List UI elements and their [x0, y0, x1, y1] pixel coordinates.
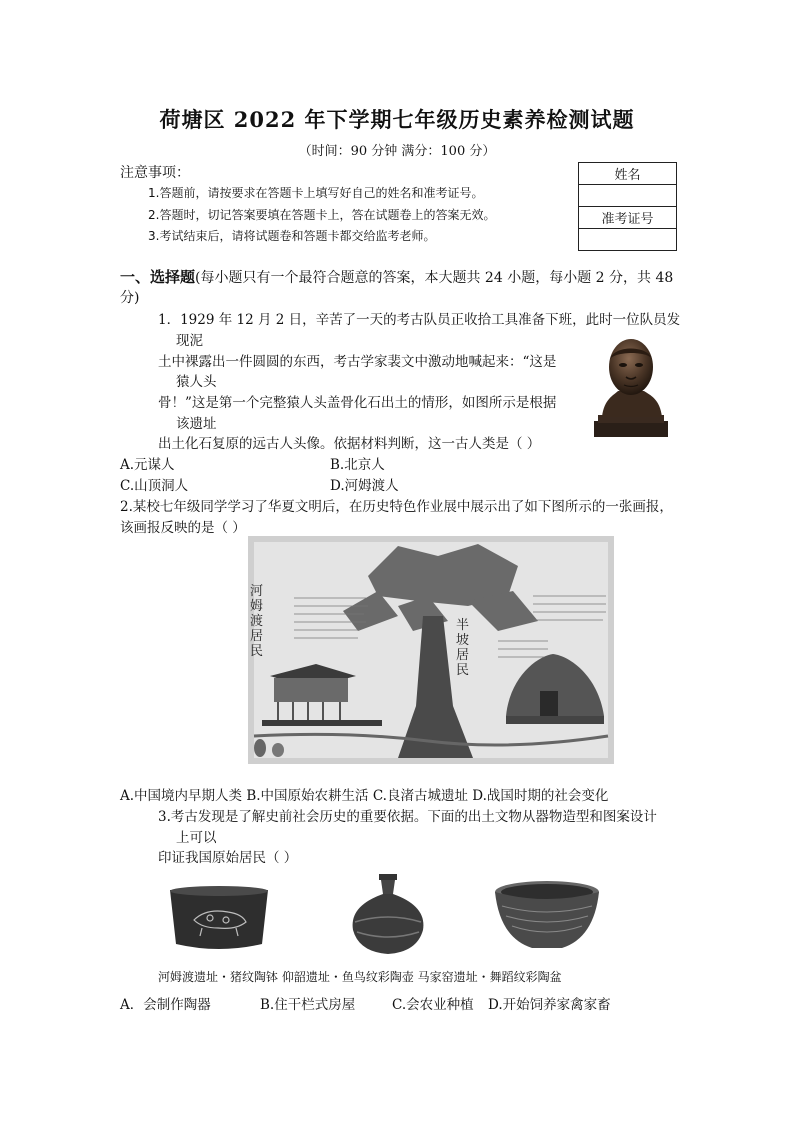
section-desc-cont: 分) — [120, 290, 140, 306]
q3-option-c: C.会农业种植 — [392, 997, 474, 1013]
poster-left-title: 河姆渡居民 — [250, 584, 264, 659]
q1-text: 骨！”这是第一个完整猿人头盖骨化石出土的情形，如图所示是根据 — [158, 395, 557, 411]
dancing-pattern-basin-image — [492, 880, 602, 956]
q1-option-c: C.山顶洞人 — [120, 478, 189, 494]
candidate-info-box — [578, 162, 677, 251]
q2-text: 2.某校七年级同学学习了华夏文明后，在历史特色作业展中展示出了如下图所示的一张画报， — [120, 499, 673, 515]
q1-text: 土中裸露出一件圆圆的东西，考古学家裴文中激动地喊起来：“这是 — [158, 354, 557, 370]
name-field[interactable] — [579, 185, 677, 207]
section-label: 一、选择题 — [120, 268, 196, 286]
fish-bird-pot-image — [345, 872, 431, 962]
q3-option-b: B.住干栏式房屋 — [260, 997, 356, 1013]
poster-right-title: 半坡居民 — [456, 618, 470, 678]
q1-option-a: A.元谋人 — [120, 457, 175, 473]
q1-text: 1．1929 年 12 月 2 日，辛苦了一天的考古队员正收拾工具准备下班，此时一位队员发 — [158, 312, 681, 328]
notice-item: 1.答题前，请按要求在答题卡上填写好自己的姓名和准考证号。 — [148, 186, 484, 200]
history-poster-image — [248, 536, 614, 764]
peking-man-bust-image — [588, 333, 674, 439]
q2-options: A.中国境内早期人类 B.中国原始农耕生活 C.良渚古城遗址 D.战国时期的社会变化 — [120, 788, 609, 804]
q1-text: 出土化石复原的远古人头像。依据材料判断，这一古人类是（ ） — [158, 436, 541, 452]
section-desc: (每小题只有一个最符合题意的答案，本大题共 24 小题，每小题 2 分，共 48 — [195, 270, 674, 286]
q1-text: 该遗址 — [176, 416, 217, 432]
q3-text: 印证我国原始居民（ ） — [158, 850, 298, 866]
q3-image-captions: 河姆渡遗址・猪纹陶钵 仰韶遗址・鱼鸟纹彩陶壶 马家窑遗址・舞蹈纹彩陶盆 — [158, 970, 562, 984]
notice-item: 3.考试结束后，请将试题卷和答题卡都交给监考老师。 — [148, 229, 436, 243]
q3-text: 3.考古发现是了解史前社会历史的重要依据。下面的出土文物从器物造型和图案设计 — [158, 809, 657, 825]
q1-option-d: D.河姆渡人 — [330, 478, 399, 494]
name-label: 姓名 — [579, 163, 677, 185]
section-heading — [120, 266, 673, 287]
page-title: 荷塘区 2022 年下学期七年级历史素养检测试题 — [159, 107, 635, 132]
q1-text: 猿人头 — [176, 374, 217, 390]
exam-id-label: 准考证号 — [579, 207, 677, 229]
q2-text: 该画报反映的是（ ） — [120, 520, 246, 536]
q3-text: 上可以 — [176, 830, 217, 846]
pig-pattern-bowl-image — [166, 884, 272, 956]
notice-heading: 注意事项： — [120, 165, 190, 181]
q1-text: 现泥 — [176, 333, 203, 349]
exam-subtitle: （时间：90 分钟 满分：100 分） — [298, 144, 496, 159]
q3-option-a: A．会制作陶器 — [120, 997, 211, 1013]
q3-option-d: D.开始饲养家禽家畜 — [488, 997, 611, 1013]
exam-id-field[interactable] — [579, 229, 677, 251]
notice-item: 2.答题时，切记答案要填在答题卡上，答在试题卷上的答案无效。 — [148, 208, 496, 222]
q1-option-b: B.北京人 — [330, 457, 385, 473]
